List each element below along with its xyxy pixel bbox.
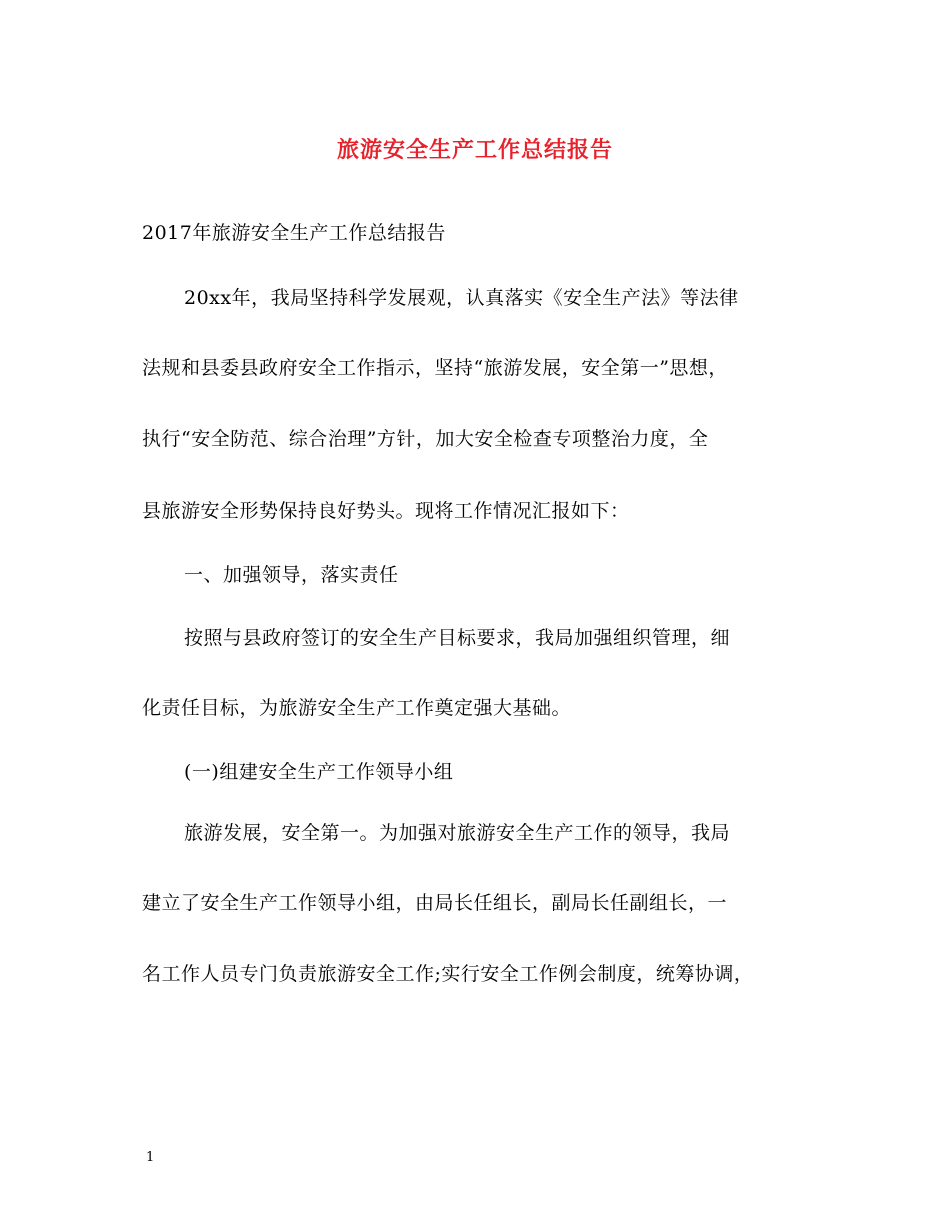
paragraph-line: 名工作人员专门负责旅游安全工作;实行安全工作例会制度，统筹协调，: [142, 963, 754, 985]
paragraph-line: 20xx年，我局坚持科学发展观，认真落实《安全生产法》等法律: [184, 287, 739, 309]
paragraph-line: 执行“安全防范、综合治理”方针，加大安全检查专项整治力度，全: [142, 428, 709, 450]
paragraph-line: 县旅游安全形势保持良好势头。现将工作情况汇报如下：: [142, 500, 630, 522]
subsection-heading: (一)组建安全生产工作领导小组: [184, 761, 454, 783]
paragraph-line: 按照与县政府签订的安全生产目标要求，我局加强组织管理，细: [184, 627, 731, 649]
page-number: 1: [146, 1150, 155, 1165]
paragraph-line: 建立了安全生产工作领导小组，由局长任组长，副局长任副组长，一: [142, 892, 728, 914]
document-title: 旅游安全生产工作总结报告: [336, 137, 613, 163]
paragraph-line: 法规和县委县政府安全工作指示，坚持“旅游发展，安全第一”思想，: [142, 357, 728, 379]
paragraph-line: 旅游发展，安全第一。为加强对旅游安全生产工作的领导，我局: [184, 822, 731, 844]
document-subtitle: 2017年旅游安全生产工作总结报告: [142, 222, 446, 244]
paragraph-line: 化责任目标，为旅游安全生产工作奠定强大基础。: [142, 697, 572, 719]
section-heading: 一、加强领导，落实责任: [184, 564, 399, 586]
